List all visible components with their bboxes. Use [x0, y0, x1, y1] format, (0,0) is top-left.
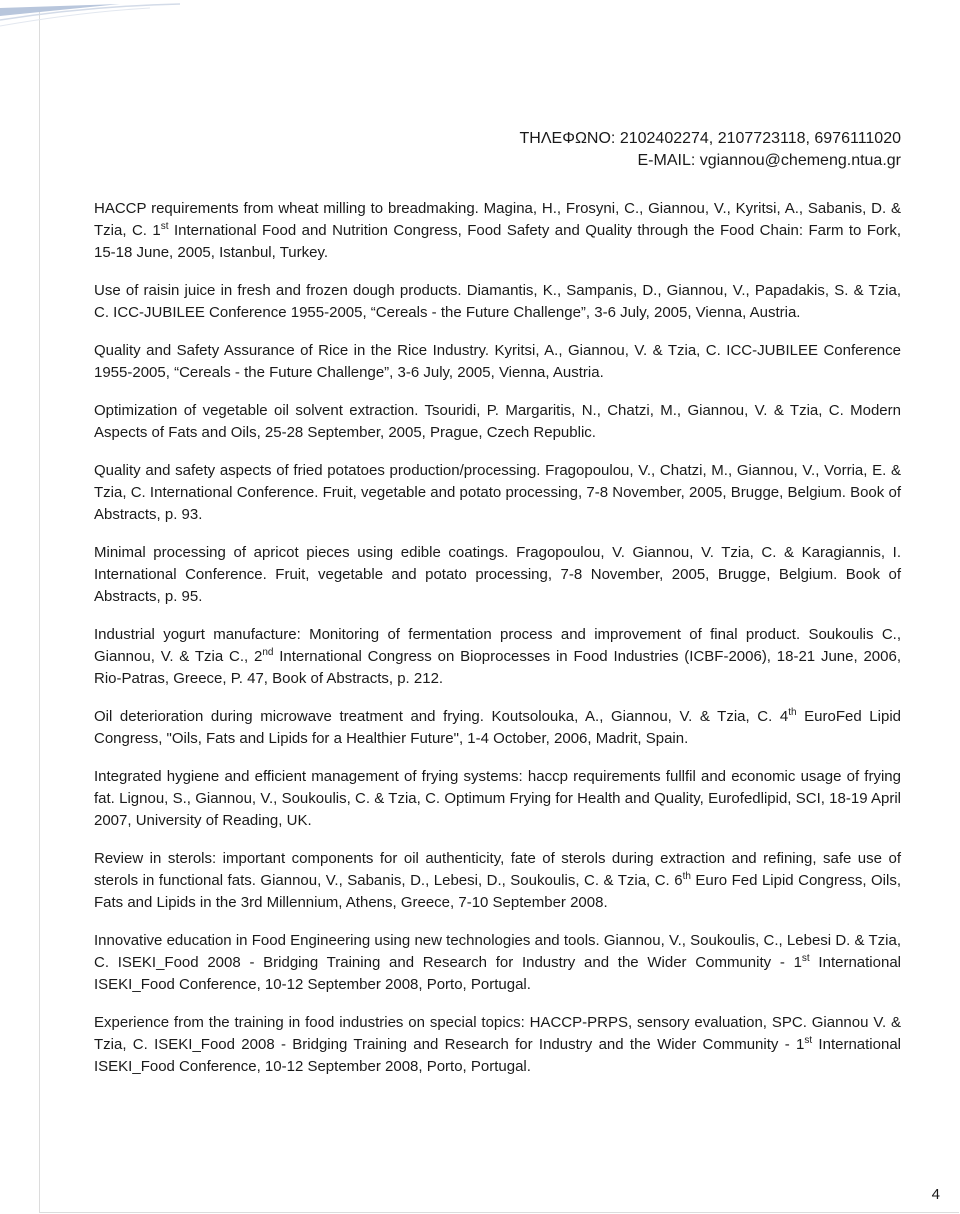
publication-list: [94, 198, 901, 1094]
page-number: 4: [931, 1186, 940, 1203]
email-line: E-MAIL: vgiannou@chemeng.ntua.gr: [637, 152, 901, 169]
publication-entry: Industrial yogurt manufacture: Monitoring of fermentation process and improvement of final product. Soukoulis C., Giannou, V. & Tzia C., 2nd International Congress on Bioprocesses in Food Industries (ICBF-2006), 18-21 June, 2006, Rio-Patras, Greece, P. 47, Book of Abstracts, p. 212.: [94, 626, 902, 687]
corner-decoration: [0, 0, 200, 30]
publication-entry: Innovative education in Food Engineering using new technologies and tools. Giannou, V., Soukoulis, C., Lebesi D. & Tzia, C. ISEKI_Food 2008 - Bridging Training and Research for Industry and the Wider Community - 1st International ISEKI_Food Conference, 10-12 September 2008, Porto, Portugal.: [94, 932, 901, 993]
publication-entry: Integrated hygiene and efficient management of frying systems: haccp requirements fullfil and economic usage of frying fat. Lignou, S., Giannou, V., Soukoulis, C. & Tzia, C. Optimum Frying for Health and Quality, Eurofedlipid, SCI, 18-19 April 2007, University of Reading, UK.: [94, 768, 901, 829]
publication-entry: Review in sterols: important components for oil authenticity, fate of sterols during extraction and refining, safe use of sterols in functional fats. Giannou, V., Sabanis, D., Lebesi, D., Soukoulis, C. & Tzia, C. 6th Euro Fed Lipid Congress, Oils, Fats and Lipids in the 3rd Millennium, Athens, Greece, 7-10 September 2008.: [94, 850, 901, 911]
publication-entry: Oil deterioration during microwave treatment and frying. Koutsolouka, A., Giannou, V. & Tzia, C. 4th EuroFed Lipid Congress, "Oils, Fats and Lipids for a Healthier Future", 1-4 October, 2006, Madrit, Spain.: [94, 707, 902, 747]
publication-entry: Quality and Safety Assurance of Rice in the Rice Industry. Kyritsi, A., Giannou, V. & Tzia, C. ICC-JUBILEE Conference 1955-2005, “Cereals - the Future Challenge”, 3-6 July, 2005, Vienna, Austria.: [94, 342, 901, 381]
publication-entry: HACCP requirements from wheat milling to breadmaking. Magina, H., Frosyni, C., Giannou, V., Kyritsi, A., Sabanis, D. & Tzia, C. 1st International Food and Nutrition Congress, Food Safety and Quality through the Food Chain: Farm to Fork, 15-18 June, 2005, Istanbul, Turkey.: [94, 200, 902, 261]
publication-entry: Experience from the training in food industries on special topics: HACCP-PRPS, sensory evaluation, SPC. Giannou V. & Tzia, C. ISEKI_Food 2008 - Bridging Training and Research for Industry and the Wider Community - 1st International ISEKI_Food Conference, 10-12 September 2008, Porto, Portugal.: [94, 1014, 901, 1075]
publication-entry: Minimal processing of apricot pieces using edible coatings. Fragopoulou, V. Giannou, V. Tzia, C. & Karagiannis, I. International Conference. Fruit, vegetable and potato processing, 7-8 November, 2005, Brugge, Belgium. Book of Abstracts, p. 95.: [94, 544, 901, 605]
phone-line: ΤΗΛΕΦΩΝΟ: 2102402274, 2107723118, 6976111020: [519, 130, 901, 147]
publication-entry: Quality and safety aspects of fried potatoes production/processing. Fragopoulou, V., Chatzi, M., Giannou, V., Vorria, E. & Tzia, C. International Conference. Fruit, vegetable and potato processing, 7-8 November, 2005, Brugge, Belgium. Book of Abstracts, p. 93.: [94, 462, 901, 523]
publication-entry: Optimization of vegetable oil solvent extraction. Tsouridi, P. Margaritis, N., Chatzi, M., Giannou, V. & Tzia, C. Modern Aspects of Fats and Oils, 25-28 September, 2005, Prague, Czech Republic.: [94, 402, 901, 441]
publication-entry: Use of raisin juice in fresh and frozen dough products. Diamantis, K., Sampanis, D., Giannou, V., Papadakis, S. & Tzia, C. ICC-JUBILEE Conference 1955-2005, “Cereals - the Future Challenge”, 3-6 July, 2005, Vienna, Austria.: [94, 282, 901, 321]
contact-header: [520, 128, 901, 172]
